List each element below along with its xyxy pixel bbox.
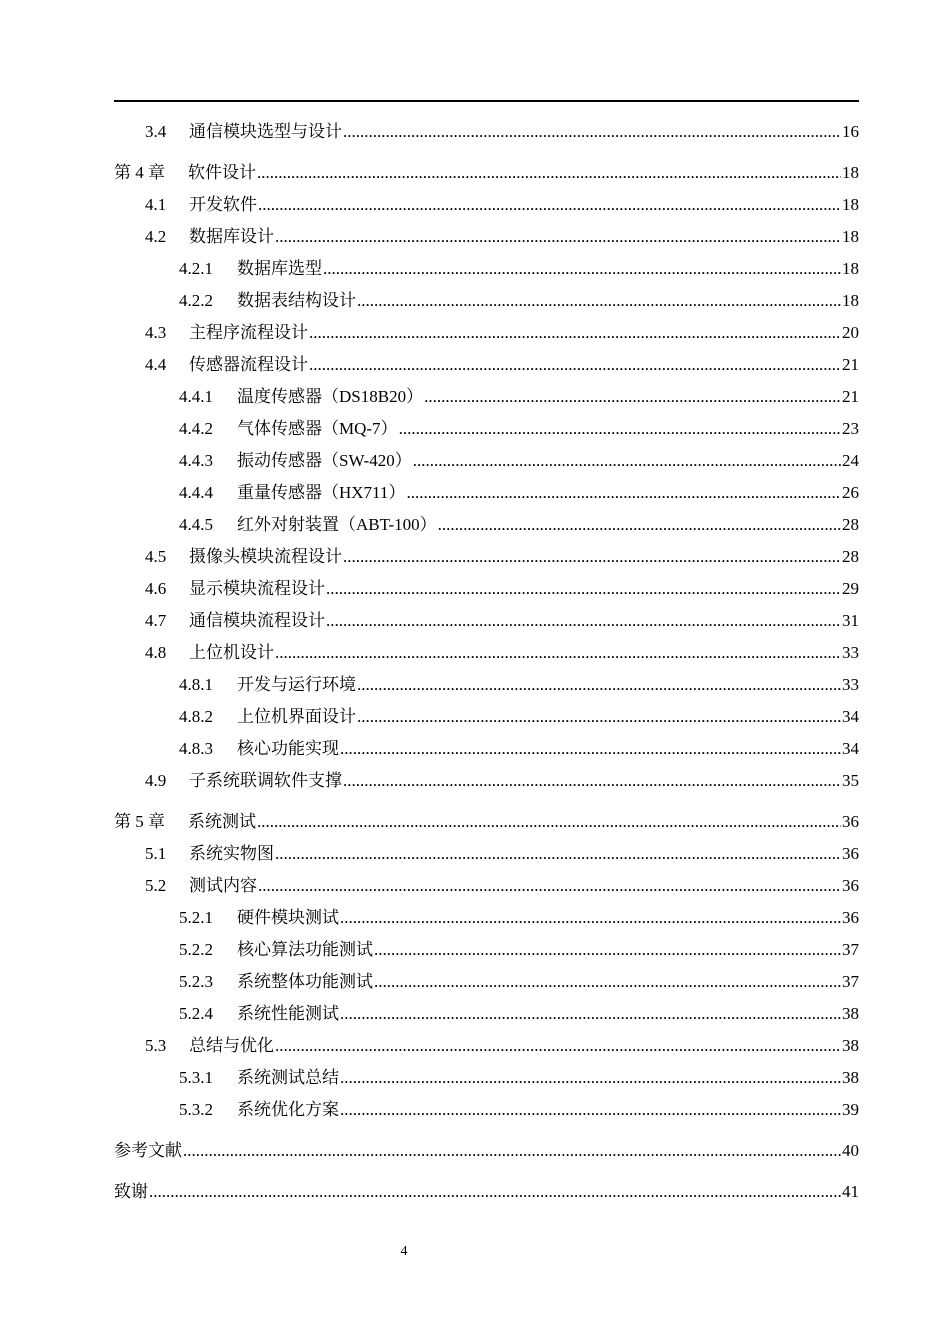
- toc-entry-page: 34: [842, 707, 859, 726]
- toc-entry-title: 核心算法功能测试: [237, 940, 373, 959]
- toc-dot-leader: [149, 1176, 841, 1208]
- toc-entry-number: 5.3.2: [179, 1100, 213, 1119]
- toc-entry[interactable]: [114, 669, 859, 701]
- toc-entry-page: 18: [842, 227, 859, 246]
- toc-entry[interactable]: [114, 838, 859, 870]
- toc-entry[interactable]: [114, 934, 859, 966]
- toc-entry-title: 系统整体功能测试: [237, 972, 373, 991]
- toc-entry-title: 数据库设计: [189, 227, 274, 246]
- toc-entry-page: 38: [842, 1036, 859, 1055]
- toc-dot-leader: [357, 285, 841, 317]
- toc-entry-title: 硬件模块测试: [237, 908, 339, 927]
- table-of-contents: [114, 116, 859, 1208]
- toc-entry-title: 开发与运行环境: [237, 675, 356, 694]
- toc-entry[interactable]: [114, 349, 859, 381]
- toc-dot-leader: [340, 733, 841, 765]
- toc-entry[interactable]: [114, 477, 859, 509]
- toc-entry-title: 气体传感器（MQ-7）: [237, 419, 398, 438]
- toc-dot-leader: [343, 541, 841, 573]
- toc-entry-page: 37: [842, 940, 859, 959]
- toc-dot-leader: [357, 669, 841, 701]
- toc-entry-page: 18: [842, 195, 859, 214]
- toc-entry-number: 5.2.2: [179, 940, 213, 959]
- toc-dot-leader: [258, 189, 841, 221]
- toc-entry-page: 26: [842, 483, 859, 502]
- toc-dot-leader: [374, 934, 841, 966]
- toc-entry-page: 36: [842, 844, 859, 863]
- toc-dot-leader: [257, 806, 841, 838]
- toc-entry-page: 36: [842, 812, 859, 831]
- toc-entry-title: 上位机界面设计: [237, 707, 356, 726]
- toc-entry[interactable]: [114, 765, 859, 797]
- toc-dot-leader: [326, 573, 841, 605]
- toc-entry-title: 摄像头模块流程设计: [189, 547, 342, 566]
- toc-dot-leader: [309, 349, 841, 381]
- toc-entry-number: 4.4.2: [179, 419, 213, 438]
- toc-chapter-entry[interactable]: [114, 1176, 859, 1208]
- toc-entry-number: 4.4.1: [179, 387, 213, 406]
- toc-entry-number: 4.4.5: [179, 515, 213, 534]
- toc-dot-leader: [340, 902, 841, 934]
- toc-entry-number: 5.2: [145, 876, 167, 895]
- toc-entry-number: 5.3: [145, 1036, 167, 1055]
- toc-entry-title: 数据库选型: [237, 259, 322, 278]
- toc-entry-number: 5.2.4: [179, 1004, 213, 1023]
- toc-dot-leader: [343, 116, 841, 148]
- toc-entry-number: 4.2.1: [179, 259, 213, 278]
- toc-entry[interactable]: [114, 413, 859, 445]
- toc-entry-number: 5.1: [145, 844, 167, 863]
- toc-entry[interactable]: [114, 116, 859, 148]
- toc-entry[interactable]: [114, 381, 859, 413]
- toc-entry-page: 18: [842, 163, 859, 182]
- toc-dot-leader: [258, 870, 841, 902]
- toc-dot-leader: [275, 1030, 841, 1062]
- toc-entry-title: 核心功能实现: [237, 739, 339, 758]
- toc-entry[interactable]: [114, 317, 859, 349]
- toc-entry-title: 子系统联调软件支撑: [189, 771, 342, 790]
- toc-entry-title: 参考文献: [114, 1141, 182, 1160]
- toc-entry-title: 总结与优化: [189, 1036, 274, 1055]
- toc-dot-leader: [275, 221, 841, 253]
- toc-dot-leader: [399, 413, 841, 445]
- toc-entry-number: 4.4: [145, 355, 167, 374]
- toc-entry-page: 35: [842, 771, 859, 790]
- toc-entry-number: 4.8.2: [179, 707, 213, 726]
- toc-entry[interactable]: [114, 285, 859, 317]
- toc-entry-title: 系统实物图: [189, 844, 274, 863]
- toc-dot-leader: [275, 838, 841, 870]
- toc-dot-leader: [340, 1062, 841, 1094]
- toc-entry-page: 24: [842, 451, 859, 470]
- toc-entry-page: 40: [842, 1141, 859, 1160]
- toc-entry-number: 4.4.4: [179, 483, 213, 502]
- toc-entry-number: 4.3: [145, 323, 167, 342]
- toc-entry[interactable]: [114, 966, 859, 998]
- toc-entry-title: 致谢: [114, 1182, 148, 1201]
- toc-entry[interactable]: [114, 870, 859, 902]
- header-rule: [114, 100, 859, 102]
- toc-entry-page: 28: [842, 547, 859, 566]
- toc-entry-title: 软件设计: [188, 163, 256, 182]
- toc-entry-page: 34: [842, 739, 859, 758]
- toc-entry[interactable]: [114, 221, 859, 253]
- toc-entry-number: 4.4.3: [179, 451, 213, 470]
- toc-entry-page: 21: [842, 355, 859, 374]
- toc-entry-number: 4.8: [145, 643, 167, 662]
- toc-entry-number: 第 5 章: [114, 812, 165, 831]
- toc-dot-leader: [309, 317, 841, 349]
- toc-dot-leader: [406, 477, 841, 509]
- toc-entry-title: 上位机设计: [189, 643, 274, 662]
- toc-entry-number: 4.9: [145, 771, 167, 790]
- toc-entry-title: 主程序流程设计: [189, 323, 308, 342]
- toc-entry-title: 温度传感器（DS18B20）: [237, 387, 424, 406]
- toc-entry[interactable]: [114, 701, 859, 733]
- toc-entry[interactable]: [114, 605, 859, 637]
- toc-dot-leader: [413, 445, 841, 477]
- toc-entry-page: 37: [842, 972, 859, 991]
- toc-entry-title: 系统测试: [188, 812, 256, 831]
- toc-entry-page: 21: [842, 387, 859, 406]
- toc-entry-title: 系统优化方案: [237, 1100, 339, 1119]
- toc-entry-number: 4.5: [145, 547, 167, 566]
- toc-entry-title: 系统性能测试: [237, 1004, 339, 1023]
- toc-entry-title: 重量传感器（HX711）: [237, 483, 406, 502]
- toc-entry-page: 18: [842, 291, 859, 310]
- toc-entry-page: 36: [842, 908, 859, 927]
- toc-entry[interactable]: [114, 509, 859, 541]
- toc-entry-page: 41: [842, 1182, 859, 1201]
- toc-entry-title: 测试内容: [189, 876, 257, 895]
- toc-entry[interactable]: [114, 253, 859, 285]
- toc-entry-title: 传感器流程设计: [189, 355, 308, 374]
- toc-entry-page: 29: [842, 579, 859, 598]
- toc-dot-leader: [183, 1135, 841, 1167]
- toc-entry-page: 33: [842, 643, 859, 662]
- toc-entry-page: 18: [842, 259, 859, 278]
- toc-entry-number: 5.3.1: [179, 1068, 213, 1087]
- toc-entry[interactable]: [114, 541, 859, 573]
- toc-entry-number: 4.6: [145, 579, 167, 598]
- toc-entry-page: 36: [842, 876, 859, 895]
- toc-entry-title: 数据表结构设计: [237, 291, 356, 310]
- toc-entry-page: 38: [842, 1004, 859, 1023]
- toc-dot-leader: [374, 966, 841, 998]
- toc-entry-title: 振动传感器（SW-420）: [237, 451, 412, 470]
- toc-entry[interactable]: [114, 733, 859, 765]
- toc-dot-leader: [275, 637, 841, 669]
- toc-entry-page: 39: [842, 1100, 859, 1119]
- toc-entry-page: 33: [842, 675, 859, 694]
- toc-entry-title: 显示模块流程设计: [189, 579, 325, 598]
- toc-entry-page: 31: [842, 611, 859, 630]
- toc-entry-number: 3.4: [145, 122, 167, 141]
- toc-dot-leader: [357, 701, 841, 733]
- toc-entry[interactable]: [114, 902, 859, 934]
- toc-entry-title: 通信模块流程设计: [189, 611, 325, 630]
- toc-entry-title: 红外对射装置（ABT-100）: [237, 515, 437, 534]
- toc-entry-page: 16: [842, 122, 859, 141]
- toc-chapter-entry[interactable]: [114, 806, 859, 838]
- toc-entry-title: 系统测试总结: [237, 1068, 339, 1087]
- toc-entry-number: 5.2.1: [179, 908, 213, 927]
- toc-entry-number: 第 4 章: [114, 163, 165, 182]
- toc-entry-number: 4.7: [145, 611, 167, 630]
- toc-entry-page: 23: [842, 419, 859, 438]
- toc-dot-leader: [323, 253, 841, 285]
- toc-entry-page: 28: [842, 515, 859, 534]
- toc-entry[interactable]: [114, 445, 859, 477]
- toc-entry-page: 20: [842, 323, 859, 342]
- toc-entry[interactable]: [114, 573, 859, 605]
- toc-entry-page: 38: [842, 1068, 859, 1087]
- toc-entry-number: 5.2.3: [179, 972, 213, 991]
- toc-chapter-entry[interactable]: [114, 157, 859, 189]
- toc-entry-number: 4.8.3: [179, 739, 213, 758]
- toc-entry-title: 通信模块选型与设计: [189, 122, 342, 141]
- toc-dot-leader: [424, 381, 841, 413]
- toc-entry[interactable]: [114, 189, 859, 221]
- toc-dot-leader: [257, 157, 841, 189]
- toc-entry-number: 4.8.1: [179, 675, 213, 694]
- toc-chapter-entry[interactable]: [114, 1135, 859, 1167]
- toc-dot-leader: [343, 765, 841, 797]
- toc-dot-leader: [438, 509, 841, 541]
- toc-dot-leader: [326, 605, 841, 637]
- page-number: 4: [400, 1244, 408, 1259]
- toc-entry[interactable]: [114, 637, 859, 669]
- toc-entry[interactable]: [114, 1094, 859, 1126]
- toc-dot-leader: [340, 1094, 841, 1126]
- toc-entry[interactable]: [114, 1062, 859, 1094]
- toc-entry-number: 4.1: [145, 195, 167, 214]
- toc-entry-number: 4.2: [145, 227, 167, 246]
- toc-entry[interactable]: [114, 998, 859, 1030]
- toc-entry-title: 开发软件: [189, 195, 257, 214]
- toc-entry[interactable]: [114, 1030, 859, 1062]
- toc-dot-leader: [340, 998, 841, 1030]
- toc-entry-number: 4.2.2: [179, 291, 213, 310]
